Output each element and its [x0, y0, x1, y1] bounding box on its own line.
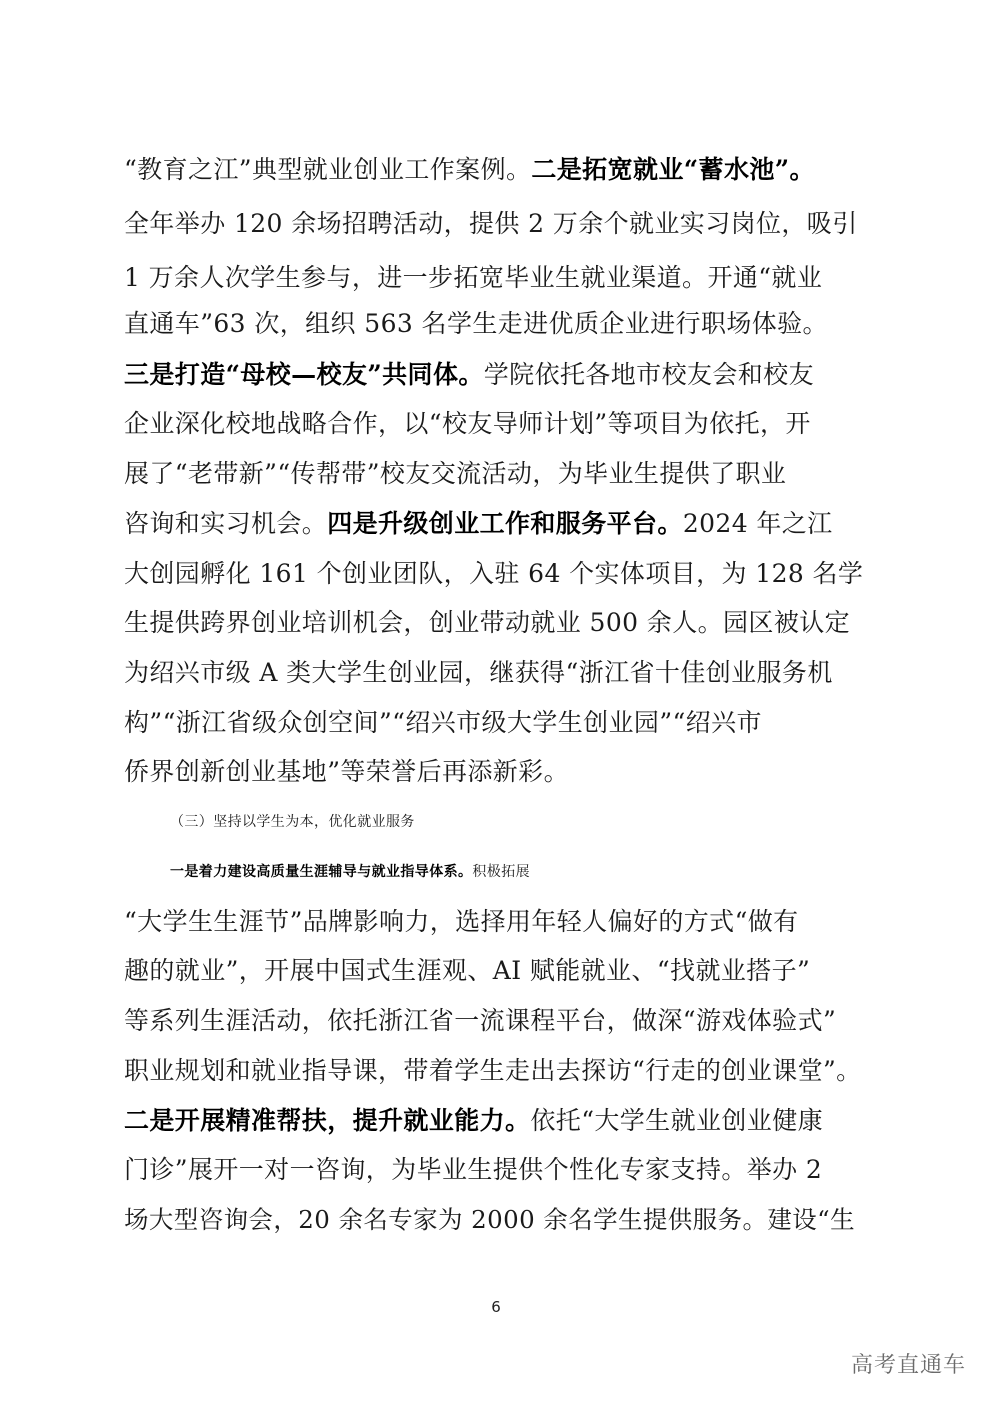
watermark: 高考直通车: [850, 1353, 966, 1378]
text-line: 直通车”63 次，组织 563 名学生走进优质企业进行职场体验。: [124, 309, 828, 338]
text-line: 展了“老带新”“传帮带”校友交流活动，为毕业生提供了职业: [124, 459, 787, 488]
text-line: “大学生生涯节”品牌影响力，选择用年轻人偏好的方式“做有: [124, 907, 799, 936]
text-line: “教育之江”典型就业创业工作案例。二是拓宽就业“蓄水池”。: [124, 155, 815, 184]
text-line: 一是着力建设高质量生涯辅导与就业指导体系。积极拓展: [170, 864, 531, 880]
text-line: 场大型咨询会，20 余名专家为 2000 余名学生提供服务。建设“生: [124, 1205, 856, 1234]
text-line: 咨询和实习机会。四是升级创业工作和服务平台。2024 年之江: [124, 509, 833, 538]
text-line: 生提供跨界创业培训机会，创业带动就业 500 余人。园区被认定: [124, 608, 851, 637]
text-line: 为绍兴市级 A 类大学生创业园，继获得“浙江省十佳创业服务机: [124, 658, 833, 687]
section-heading: （三）坚持以学生为本，优化就业服务: [170, 814, 415, 830]
text-line: 企业深化校地战略合作，以“校友导师计划”等项目为依托，开: [124, 409, 811, 438]
text-line: 门诊”展开一对一咨询，为毕业生提供个性化专家支持。举办 2: [124, 1155, 823, 1184]
text-line: 职业规划和就业指导课，带着学生走出去探访“行走的创业课堂”。: [124, 1056, 862, 1085]
text-line: 二是开展精准帮扶，提升就业能力。依托“大学生就业创业健康: [124, 1106, 823, 1135]
text-line: 1 万余人次学生参与，进一步拓宽毕业生就业渠道。开通“就业: [124, 263, 823, 292]
text-line: 构”“浙江省级众创空间”“绍兴市级大学生创业园”“绍兴市: [124, 708, 762, 737]
text-line: 趣的就业”，开展中国式生涯观、AI 赋能就业、“找就业搭子”: [124, 956, 811, 985]
text-line: 三是打造“母校—校友”共同体。学院依托各地市校友会和校友: [124, 360, 814, 389]
page-number: 6: [491, 1298, 501, 1316]
text-line: 侨界创新创业基地”等荣誉后再添新彩。: [124, 757, 569, 786]
text-line: 全年举办 120 余场招聘活动，提供 2 万余个就业实习岗位，吸引: [124, 209, 858, 238]
text-line: 等系列生涯活动，依托浙江省一流课程平台，做深“游戏体验式”: [124, 1006, 837, 1035]
text-line: 大创园孵化 161 个创业团队，入驻 64 个实体项目，为 128 名学: [124, 559, 864, 588]
